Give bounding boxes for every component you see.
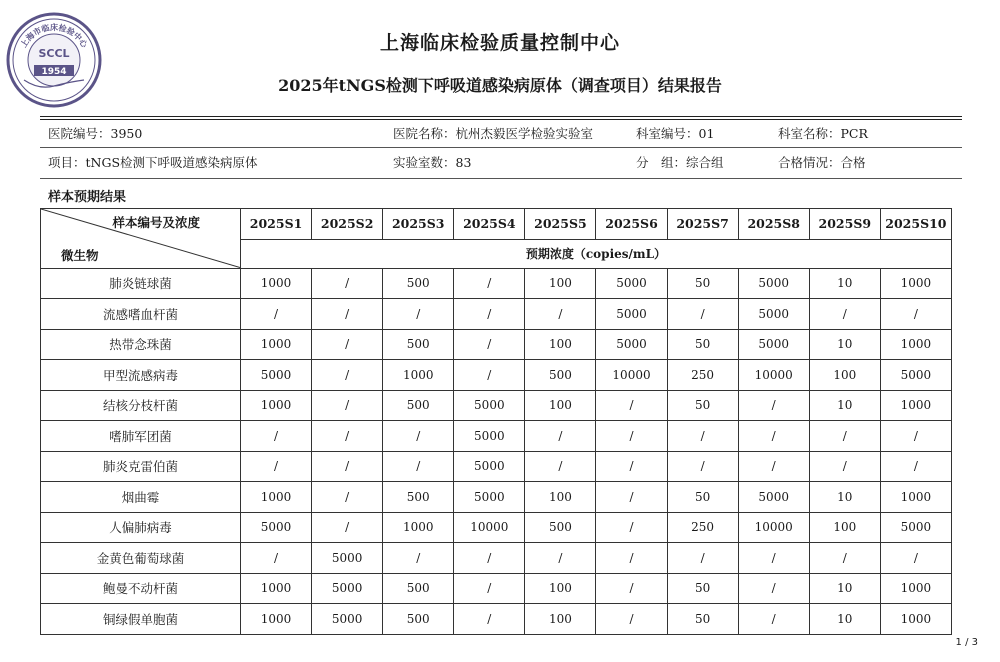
concentration-cell: 100 [809, 360, 880, 391]
table-row [41, 360, 952, 391]
table-row [41, 390, 952, 421]
table-row [41, 604, 952, 635]
concentration-cell: / [667, 451, 738, 482]
concentration-cell: / [454, 573, 525, 604]
concentration-cell: 100 [525, 268, 596, 299]
concentration-cell: / [312, 299, 383, 330]
concentration-cell: / [880, 451, 951, 482]
concentration-cell: / [596, 482, 667, 513]
concentration-cell: / [880, 421, 951, 452]
concentration-cell: / [738, 604, 809, 635]
concentration-cell: / [809, 543, 880, 574]
info-row-2 [48, 153, 960, 173]
concentration-cell: / [809, 299, 880, 330]
concentration-cell: 5000 [596, 329, 667, 360]
lab-count: 实验室数：83 [393, 155, 472, 170]
concentration-cell: / [241, 451, 312, 482]
table-row [41, 543, 952, 574]
concentration-cell: 10 [809, 329, 880, 360]
concentration-cell: / [596, 573, 667, 604]
concentration-cell: 5000 [738, 482, 809, 513]
concentration-cell: / [880, 543, 951, 574]
microbe-name: 甲型流感病毒 [41, 360, 241, 391]
concentration-cell: 5000 [880, 360, 951, 391]
concentration-cell: 5000 [454, 421, 525, 452]
concentration-cell: / [241, 543, 312, 574]
info-row-1 [48, 124, 960, 144]
concentration-cell: 5000 [241, 512, 312, 543]
microbe-name: 烟曲霉 [41, 482, 241, 513]
concentration-cell: / [596, 421, 667, 452]
concentration-cell: 10 [809, 482, 880, 513]
microbe-name: 人偏肺病毒 [41, 512, 241, 543]
concentration-cell: 5000 [312, 543, 383, 574]
concentration-cell: / [312, 360, 383, 391]
concentration-cell: 1000 [241, 573, 312, 604]
concentration-cell: 50 [667, 604, 738, 635]
concentration-cell: / [454, 299, 525, 330]
microbe-name: 结核分枝杆菌 [41, 390, 241, 421]
concentration-cell: / [667, 299, 738, 330]
hospital-name: 医院名称：杭州杰毅医学检验实验室 [393, 126, 594, 141]
sample-header: 2025S7 [667, 209, 738, 240]
table-row [41, 573, 952, 604]
concentration-cell: / [596, 604, 667, 635]
report-subtitle: 2025年tNGS检测下呼吸道感染病原体（调查项目）结果报告 [278, 76, 722, 95]
microbe-name: 肺炎克雷伯菌 [41, 451, 241, 482]
concentration-cell: 500 [383, 329, 454, 360]
concentration-cell: 1000 [880, 329, 951, 360]
concentration-cell: / [454, 543, 525, 574]
microbe-name: 金黄色葡萄球菌 [41, 543, 241, 574]
concentration-cell: 50 [667, 573, 738, 604]
concentration-cell: 500 [383, 604, 454, 635]
table-row [41, 299, 952, 330]
page-number: 1 / 3 [955, 637, 978, 648]
concentration-cell: 10 [809, 573, 880, 604]
corner-sample-label: 样本编号及浓度 [112, 215, 200, 230]
header-divider [40, 116, 962, 120]
concentration-cell: 100 [525, 390, 596, 421]
concentration-cell: / [525, 299, 596, 330]
report-org-title: 上海临床检验质量控制中心 [379, 32, 620, 54]
svg-text:SCCL: SCCL [38, 47, 70, 60]
sample-header: 2025S6 [596, 209, 667, 240]
sample-header: 2025S10 [880, 209, 951, 240]
concentration-cell: 5000 [596, 299, 667, 330]
concentration-cell: / [738, 543, 809, 574]
concentration-cell: 500 [383, 268, 454, 299]
concentration-cell: / [241, 421, 312, 452]
microbe-name: 鲍曼不动杆菌 [41, 573, 241, 604]
concentration-cell: 10000 [738, 360, 809, 391]
concentration-cell: / [738, 390, 809, 421]
concentration-cell: 5000 [454, 482, 525, 513]
table-row [41, 329, 952, 360]
qualified-status: 合格情况：合格 [778, 155, 866, 170]
concentration-cell: 1000 [241, 268, 312, 299]
concentration-cell: / [312, 421, 383, 452]
concentration-cell: 5000 [880, 512, 951, 543]
concentration-cell: 5000 [241, 360, 312, 391]
concentration-cell: 100 [525, 604, 596, 635]
concentration-cell: 10 [809, 268, 880, 299]
concentration-cell: / [312, 482, 383, 513]
concentration-cell: 1000 [241, 329, 312, 360]
concentration-cell: / [312, 451, 383, 482]
concentration-cell: 50 [667, 390, 738, 421]
concentration-cell: / [312, 268, 383, 299]
concentration-cell: / [312, 329, 383, 360]
concentration-cell: / [667, 421, 738, 452]
results-table [40, 208, 952, 635]
microbe-name: 流感嗜血杆菌 [41, 299, 241, 330]
concentration-cell: / [596, 451, 667, 482]
concentration-cell: 5000 [454, 390, 525, 421]
concentration-cell: 100 [525, 329, 596, 360]
concentration-cell: 100 [809, 512, 880, 543]
concentration-cell: 10000 [596, 360, 667, 391]
sample-header: 2025S3 [383, 209, 454, 240]
table-corner-header [41, 209, 241, 269]
svg-text:上海市临床检验中心: 上海市临床检验中心 [18, 23, 90, 50]
concentration-cell: 1000 [383, 512, 454, 543]
concentration-cell: 1000 [880, 604, 951, 635]
table-row [41, 268, 952, 299]
concentration-cell: 1000 [880, 268, 951, 299]
concentration-cell: 250 [667, 360, 738, 391]
sample-header: 2025S9 [809, 209, 880, 240]
concentration-cell: 10000 [738, 512, 809, 543]
concentration-cell: 1000 [880, 482, 951, 513]
concentration-cell: 1000 [241, 604, 312, 635]
concentration-cell: / [383, 299, 454, 330]
sample-header: 2025S4 [454, 209, 525, 240]
concentration-cell: 10 [809, 390, 880, 421]
sample-header: 2025S8 [738, 209, 809, 240]
microbe-name: 铜绿假单胞菌 [41, 604, 241, 635]
concentration-cell: / [525, 421, 596, 452]
microbe-name: 肺炎链球菌 [41, 268, 241, 299]
concentration-cell: / [383, 451, 454, 482]
project-name: 项目：tNGS检测下呼吸道感染病原体 [48, 155, 258, 170]
table-row [41, 421, 952, 452]
concentration-cell: 5000 [312, 573, 383, 604]
concentration-cell: / [525, 451, 596, 482]
concentration-cell: / [738, 451, 809, 482]
concentration-cell: / [809, 421, 880, 452]
concentration-cell: / [596, 543, 667, 574]
concentration-cell: 250 [667, 512, 738, 543]
sample-header: 2025S5 [525, 209, 596, 240]
concentration-cell: / [596, 512, 667, 543]
concentration-cell: 10000 [454, 512, 525, 543]
concentration-cell: 500 [383, 482, 454, 513]
concentration-cell: / [809, 451, 880, 482]
concentration-cell: / [241, 299, 312, 330]
concentration-cell: 1000 [241, 482, 312, 513]
concentration-cell: 50 [667, 329, 738, 360]
hospital-code: 医院编号：3950 [48, 126, 143, 141]
concentration-cell: 500 [525, 360, 596, 391]
concentration-cell: 5000 [738, 268, 809, 299]
concentration-cell: 500 [383, 390, 454, 421]
concentration-cell: 500 [525, 512, 596, 543]
concentration-cell: 1000 [880, 573, 951, 604]
concentration-cell: / [667, 543, 738, 574]
concentration-cell: / [880, 299, 951, 330]
concentration-cell: 5000 [454, 451, 525, 482]
table-row [41, 451, 952, 482]
concentration-cell: / [312, 512, 383, 543]
group-name: 分 组：综合组 [636, 155, 724, 170]
info-divider [40, 147, 962, 148]
corner-microbe-label: 微生物 [61, 247, 99, 263]
svg-text:1954: 1954 [41, 67, 67, 77]
concentration-cell: 5000 [738, 299, 809, 330]
dept-code: 科室编号：01 [636, 126, 715, 141]
section-title: 样本预期结果 [48, 190, 127, 205]
concentration-cell: / [738, 573, 809, 604]
concentration-cell: / [454, 360, 525, 391]
microbe-name: 嗜肺军团菌 [41, 421, 241, 452]
concentration-cell: / [312, 390, 383, 421]
concentration-cell: 100 [525, 482, 596, 513]
concentration-cell: 5000 [596, 268, 667, 299]
concentration-cell: / [454, 268, 525, 299]
concentration-cell: / [454, 604, 525, 635]
table-row [41, 482, 952, 513]
concentration-cell: / [738, 421, 809, 452]
concentration-cell: / [596, 390, 667, 421]
concentration-cell: 10 [809, 604, 880, 635]
concentration-cell: 1000 [880, 390, 951, 421]
concentration-cell: / [383, 421, 454, 452]
sample-header: 2025S2 [312, 209, 383, 240]
concentration-cell: 50 [667, 482, 738, 513]
sample-header: 2025S1 [241, 209, 312, 240]
concentration-cell: / [383, 543, 454, 574]
concentration-cell: 5000 [738, 329, 809, 360]
concentration-cell: / [525, 543, 596, 574]
concentration-cell: 100 [525, 573, 596, 604]
info-divider [40, 178, 962, 179]
table-row [41, 512, 952, 543]
concentration-cell: / [454, 329, 525, 360]
concentration-cell: 500 [383, 573, 454, 604]
concentration-cell: 50 [667, 268, 738, 299]
microbe-name: 热带念珠菌 [41, 329, 241, 360]
concentration-cell: 5000 [312, 604, 383, 635]
dept-name: 科室名称：PCR [778, 126, 868, 141]
concentration-cell: 1000 [383, 360, 454, 391]
concentration-unit-header: 预期浓度（copies/mL） [241, 239, 952, 268]
concentration-cell: 1000 [241, 390, 312, 421]
